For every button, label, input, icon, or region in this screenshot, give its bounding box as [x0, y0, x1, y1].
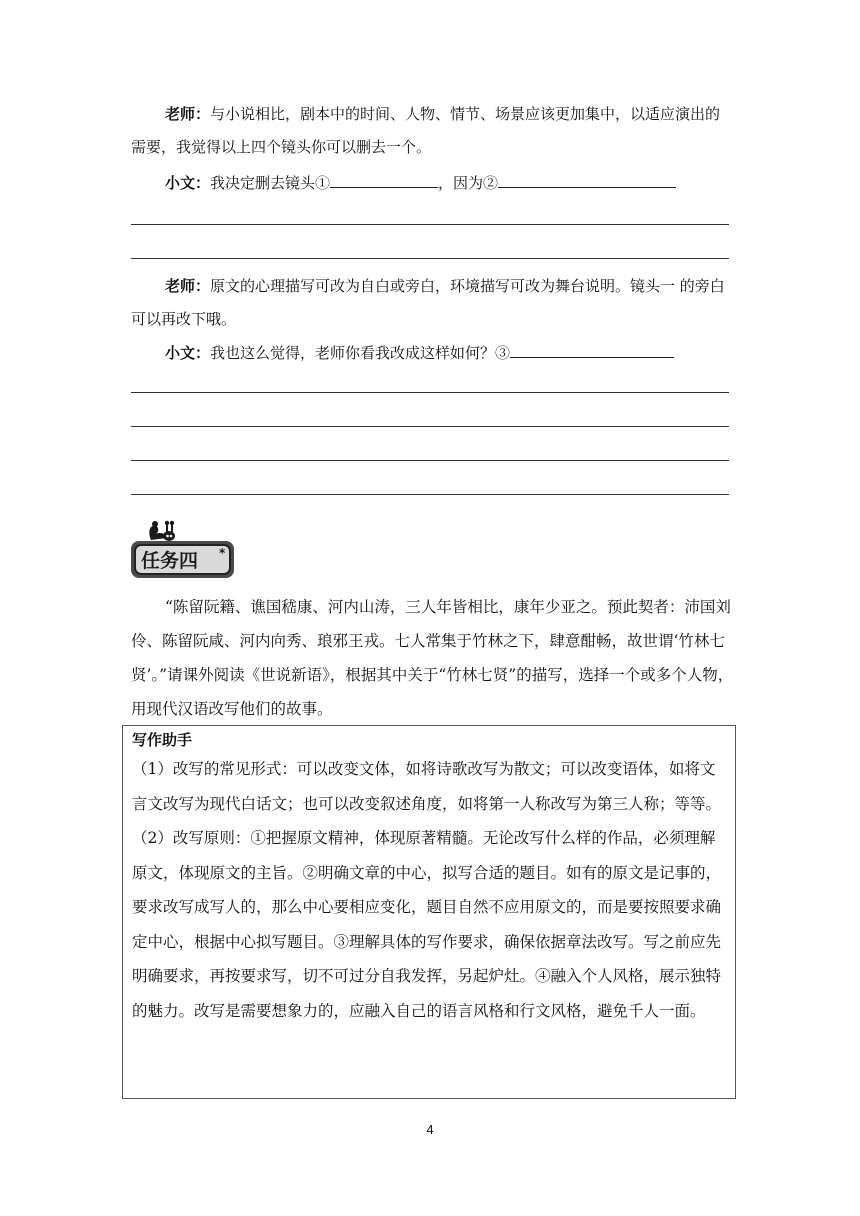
- student-label: 小文：: [165, 174, 211, 192]
- teacher-text: 原文的心理描写可改为自白或旁白，环境描写可改为舞台说明。镜头一 的旁白可以再改下哦。: [131, 277, 725, 328]
- badge-label: 任务四: [141, 550, 199, 572]
- student-text: 我也这么觉得，老师你看我改成这样如何？③: [210, 344, 511, 362]
- task4-paragraph: [131, 590, 739, 726]
- helper-title: 写作助手: [132, 731, 193, 749]
- answer-blank-2[interactable]: [498, 169, 676, 188]
- teacher-text: 与小说相比，剧本中的时间、人物、情节、场景应该更加集中，以适应演出的需要，我觉得以上四个镜头你可以删去一个。: [131, 105, 721, 156]
- answer-line[interactable]: [131, 460, 729, 461]
- helper-item-2: （2）改写原则：①把握原文精神，体现原著精髓。无论改写什么样的作品，必须理解原文，体现原文的主旨。②明确文章的中心，拟写合适的题目。如有的原文是记事的，要求改写成写人的，那么中心要相应变化，题目自然不应用原文的，而是要按照要求确定中心，根据中心拟写题目。③理解具体的写作要求，确保依据章法改写。写之前应先明确要求，再按要求写，切不可过分自我发挥，另起炉灶。④融入个人风格，展示独特的魅力。改写是需要想象力的，应融入自己的语言风格和行文风格，避免千人一面。: [132, 829, 722, 1020]
- answer-blank-3[interactable]: [510, 339, 674, 358]
- task-badge-icon: [129, 516, 237, 582]
- student-dialogue-2: [131, 337, 731, 370]
- teacher-label: 老师：: [165, 277, 211, 295]
- student-label: 小文：: [165, 344, 211, 362]
- answer-line[interactable]: [131, 494, 729, 495]
- page-number: 4: [426, 1122, 434, 1137]
- answer-line[interactable]: [131, 426, 729, 427]
- writing-helper-box: [122, 725, 736, 1099]
- student-text-a: 我决定删去镜头①: [210, 174, 331, 192]
- student-text-b: ，因为②: [438, 174, 499, 192]
- teacher-dialogue-1: [131, 98, 731, 164]
- answer-blank-1[interactable]: [330, 169, 438, 188]
- answer-line[interactable]: [131, 258, 729, 259]
- teacher-dialogue-2: [131, 270, 731, 336]
- badge-star: *: [219, 546, 226, 560]
- student-dialogue-1: [131, 167, 731, 200]
- teacher-label: 老师：: [165, 105, 211, 123]
- answer-line[interactable]: [131, 224, 729, 225]
- helper-item-1: （1）改写的常见形式：可以改变文体，如将诗歌改写为散文；可以改变语体，如将文言文改写为现代白话文；也可以改变叙述角度，如将第一人称改写为第三人称；等等。: [132, 760, 722, 813]
- answer-line[interactable]: [131, 392, 729, 393]
- task4-text: “陈留阮籍、谯国嵇康、河内山涛，三人年皆相比，康年少亚之。预此契者：沛国刘伶、陈留阮咸、河内向秀、琅邪王戎。七人常集于竹林之下，肆意酣畅，故世谓‘竹林七贤’。”请课外阅读《世说新语》，根据其中关于“竹林七贤”的描写，选择一个或多个人物，用现代汉语改写他们的故事。: [131, 598, 734, 718]
